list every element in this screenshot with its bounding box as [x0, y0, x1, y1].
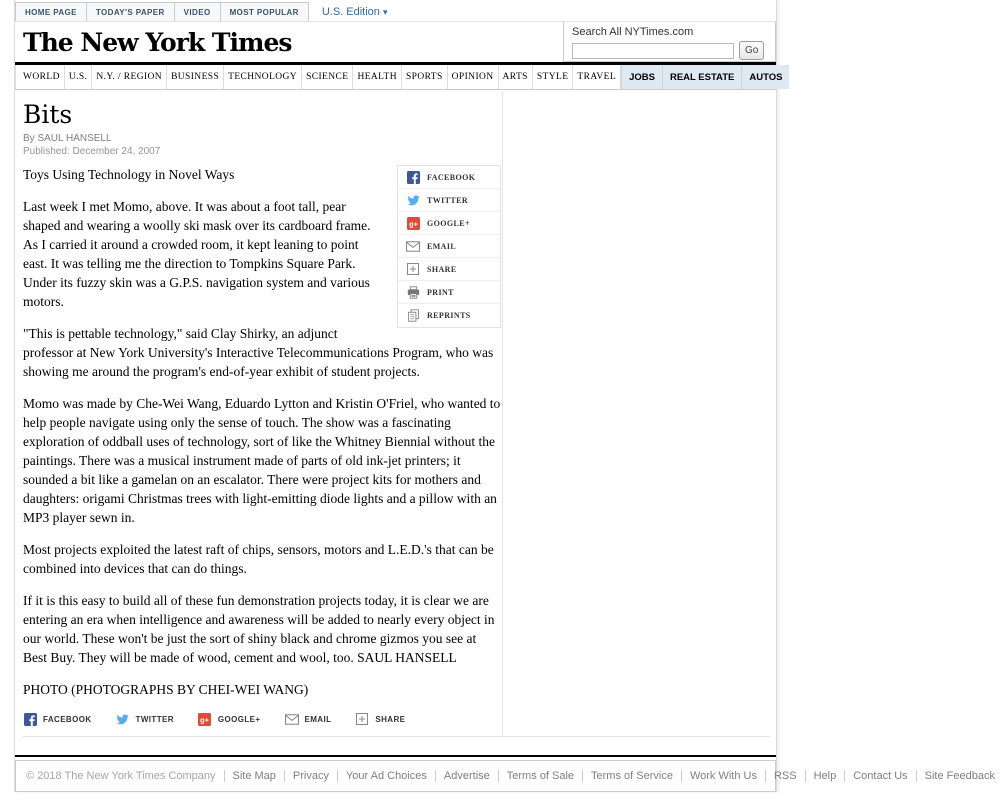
tab-video[interactable]: VIDEO [174, 2, 221, 21]
nav-science[interactable]: SCIENCE [302, 65, 353, 89]
nav-business[interactable]: BUSINESS [167, 65, 224, 89]
share-twitter-button[interactable] [116, 712, 174, 726]
share-googleplus-button[interactable] [198, 712, 261, 726]
section-nav [15, 62, 783, 90]
search-label: Search All NYTimes.com [572, 26, 694, 38]
nav-world[interactable]: WORLD [15, 65, 65, 89]
share-reprints-button[interactable] [398, 304, 500, 327]
share-googleplus-button[interactable] [398, 212, 500, 235]
print-icon [406, 285, 420, 299]
share-label: SHARE [375, 714, 406, 724]
facebook-icon [23, 712, 37, 726]
page-title: Bits [23, 100, 73, 129]
edition-selector[interactable] [322, 6, 388, 21]
share-tools-box [397, 165, 501, 328]
article-paragraph: Momo was made by Che-Wei Wang, Eduardo Lytton and Kristin O'Friel, who wanted to help people navigate using only the sense of touch. The show was a fascinating exploration of oddball uses of technology, sort of like the Whitney Biennial without the paintings. There was a musical instrument made of parts of old ink-jet printers; it sounded a bit like a gamelan on an escalator. There were project kits for mothers and daughters: origami Christmas trees with light-emitting diode lights and a pillow with an MP3 player sewn in. [23, 396, 501, 525]
nav-technology[interactable]: TECHNOLOGY [224, 65, 302, 89]
footer-link-advertise[interactable]: Advertise [435, 770, 498, 782]
share-label: REPRINTS [427, 311, 471, 320]
footer-rule [15, 755, 776, 757]
nav-style[interactable]: STYLE [533, 65, 574, 89]
footer-link-site-feedback[interactable]: Site Feedback [916, 770, 1003, 782]
publish-date: Published: December 24, 2007 [23, 146, 161, 157]
googleplus-icon [198, 712, 212, 726]
search-input[interactable] [572, 43, 734, 59]
footer-link-contact-us[interactable]: Contact Us [844, 770, 915, 782]
edition-label: U.S. Edition [321, 6, 380, 18]
share-facebook-button[interactable] [23, 712, 92, 726]
chevron-down-icon: ▾ [382, 7, 388, 17]
footer-link-rss[interactable]: RSS [765, 770, 805, 782]
search-widget [563, 22, 776, 62]
nav-ny-region[interactable]: N.Y. / REGION [92, 65, 167, 89]
footer [15, 760, 995, 792]
article-body [23, 165, 501, 699]
nav-arts[interactable]: ARTS [499, 65, 533, 89]
share-print-button[interactable] [398, 281, 500, 304]
share-label: FACEBOOK [43, 714, 92, 724]
share-facebook-button[interactable] [398, 166, 500, 189]
article [23, 100, 501, 737]
footer-link-privacy[interactable]: Privacy [284, 770, 337, 782]
share-plus-icon [355, 712, 369, 726]
article-paragraph: Most projects exploited the latest raft of chips, sensors, motors and L.E.D.'s that can be combined into devices that can do things. [23, 542, 494, 576]
tab-home-page[interactable]: HOME PAGE [15, 2, 87, 21]
footer-link-terms-of-service[interactable]: Terms of Service [582, 770, 681, 782]
footer-link-your-ad-choices[interactable]: Your Ad Choices [337, 770, 435, 782]
svg-text:g+: g+ [200, 714, 210, 724]
share-twitter-button[interactable] [398, 189, 500, 212]
share-email-button[interactable] [285, 712, 332, 726]
footer-link-terms-of-sale[interactable]: Terms of Sale [498, 770, 582, 782]
nav-opinion[interactable]: OPINION [448, 65, 499, 89]
email-icon [406, 239, 420, 253]
nav-classified-group [621, 65, 789, 89]
content-area [15, 90, 776, 737]
column-divider [502, 92, 503, 737]
share-label: FACEBOOK [427, 172, 476, 182]
photo-credit: PHOTO (PHOTOGRAPHS BY CHEI-WEI WANG) [23, 682, 309, 697]
article-paragraph: "This is pettable technology," said Clay Shirky, an adjunct professor at New York University's Interactive Telecommunications Program, who was showing me around the program's end-of-year exhibit of student projects. [23, 326, 494, 379]
share-label: SHARE [427, 264, 457, 274]
copyright: © 2018 The New York Times Company [26, 770, 216, 782]
twitter-icon [116, 712, 130, 726]
article-headline: Toys Using Technology in Novel Ways [23, 167, 235, 182]
top-tab-strip [15, 0, 776, 22]
masthead [15, 22, 776, 62]
nav-travel[interactable]: TRAVEL [573, 65, 621, 89]
content-divider [23, 736, 770, 737]
nyt-logo[interactable]: The New York Times [23, 28, 292, 57]
nav-jobs[interactable]: JOBS [621, 65, 662, 89]
email-icon [285, 712, 299, 726]
nav-us[interactable]: U.S. [65, 65, 93, 89]
article-paragraph: Last week I met Momo, above. It was about a foot tall, pear shaped and wearing a woolly ski mask over its cardboard frame. As I carried it around a crowded room, it kept leaning to point east. It was telling me the direction to Tompkins Square Park. Under its fuzzy skin was a G.P.S. navigation system and various motors. [23, 199, 371, 309]
nav-sports[interactable]: SPORTS [402, 65, 448, 89]
share-email-button[interactable] [398, 235, 500, 258]
share-label: GOOGLE+ [427, 218, 470, 228]
share-label: PRINT [427, 287, 454, 297]
share-share-button[interactable] [355, 712, 405, 726]
nyt-page [14, 0, 995, 792]
facebook-icon [406, 170, 420, 184]
share-share-button[interactable] [398, 258, 500, 281]
tab-most-popular[interactable]: MOST POPULAR [220, 2, 309, 21]
nav-real-estate[interactable]: REAL ESTATE [662, 65, 741, 89]
byline: By SAUL HANSELL [23, 133, 112, 144]
footer-link-work-with-us[interactable]: Work With Us [681, 770, 765, 782]
footer-link-help[interactable]: Help [805, 770, 845, 782]
nav-autos[interactable]: AUTOS [741, 65, 789, 89]
svg-text:g+: g+ [408, 218, 418, 228]
tab-todays-paper[interactable]: TODAY'S PAPER [86, 2, 175, 21]
share-label: TWITTER [135, 714, 174, 724]
share-label: GOOGLE+ [217, 714, 261, 724]
share-plus-icon [406, 262, 420, 276]
share-label: EMAIL [427, 241, 457, 251]
share-label: EMAIL [304, 714, 332, 724]
twitter-icon [406, 193, 420, 207]
footer-link-site-map[interactable]: Site Map [224, 770, 284, 782]
bottom-share-row [23, 712, 501, 726]
reprints-icon [406, 309, 420, 323]
share-label: TWITTER [427, 195, 469, 205]
article-paragraph: If it is this easy to build all of these fun demonstration projects today, it is clear we are entering an era when intelligence and awareness will be added to nearly every object in our world. These won't be just the sort of shiny black and chrome gizmos you see at Best Buy. They will be made of wood, cement and wool, too. SAUL HANSELL [23, 593, 495, 665]
search-go-button[interactable]: Go [739, 41, 764, 60]
googleplus-icon [406, 216, 420, 230]
nav-health[interactable]: HEALTH [353, 65, 402, 89]
